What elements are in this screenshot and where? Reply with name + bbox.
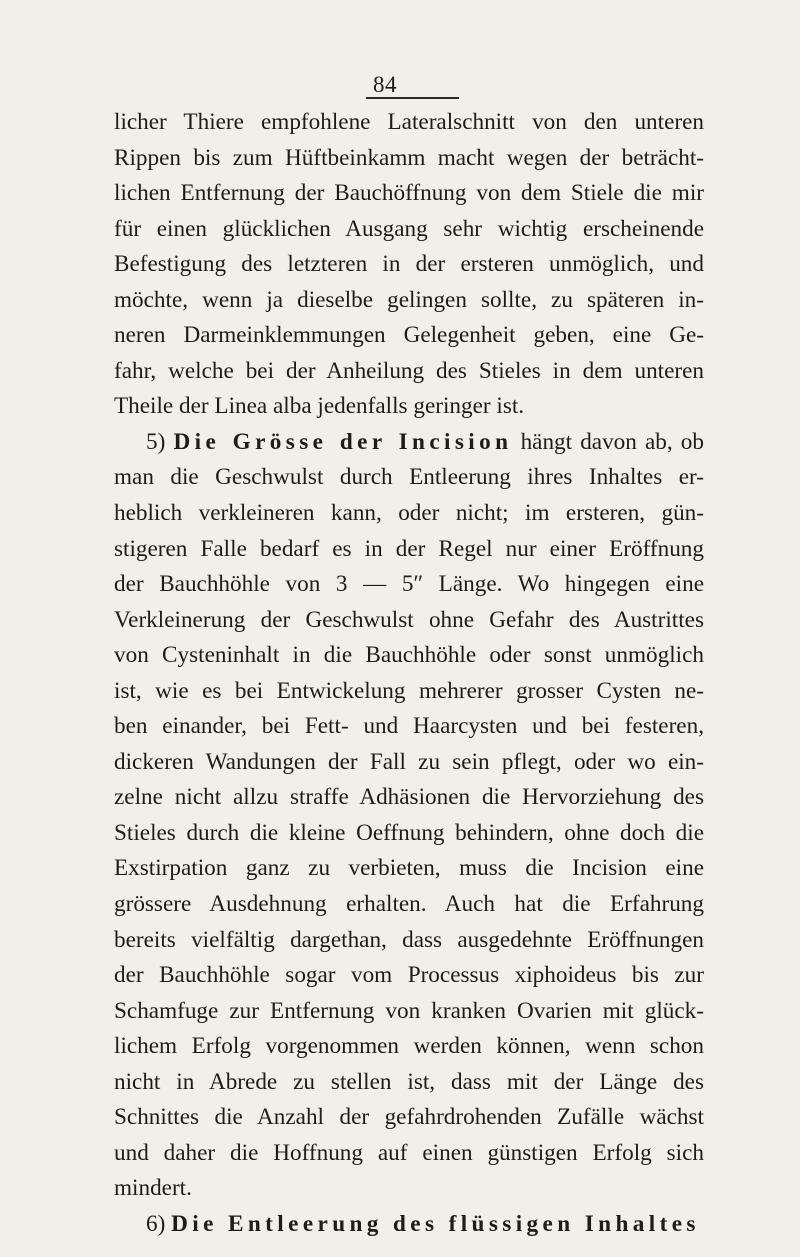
text-line: und daher die Hoffnung auf einen günstigen Erfolg sich <box>114 1139 704 1166</box>
text-line: möchte, wenn ja dieselbe gelingen sollte, zu späteren in- <box>114 286 704 313</box>
text-line: von Cysteninhalt in die Bauchhöhle oder sonst unmöglich <box>114 642 704 669</box>
text-line: licher Thiere empfohlene Lateralschnitt von den unteren <box>114 109 704 135</box>
text-line: man die Geschwulst durch Entleerung ihres Inhaltes er- <box>114 464 704 491</box>
section-6-first-line <box>114 1207 704 1243</box>
text-line: fahr, welche bei der Anheilung des Stieles in dem unteren <box>114 357 704 384</box>
text-line: grössere Ausdehnung erhalten. Auch hat die Erfahrung <box>114 891 704 918</box>
text-line: Schamfuge zur Entfernung von kranken Ovarien mit glück- <box>114 997 704 1024</box>
section-5-heading: Die Grösse der Incision <box>173 428 513 455</box>
body-text <box>114 105 704 1243</box>
text-line: lichen Entfernung der Bauchöffnung von dem Stiele die mir <box>114 180 704 207</box>
page-number: 84 <box>373 72 397 97</box>
text-line: lichem Erfolg vorgenommen werden können, wenn schon <box>114 1033 704 1060</box>
text-line: für einen glücklichen Ausgang sehr wichtig erscheinende <box>114 215 704 242</box>
text-line: Stieles durch die kleine Oeffnung behindern, ohne doch die <box>114 819 704 846</box>
section-5-first-line-rest: hängt davon ab, ob <box>520 428 704 455</box>
section-6-heading: Die Entleerung des flüssigen Inhaltes <box>171 1210 700 1237</box>
text-line: der Bauchhöhle von 3 — 5″ Länge. Wo hingegen eine <box>114 571 704 598</box>
text-line: Theile der Linea alba jedenfalls geringer ist. <box>114 393 525 420</box>
section-5-first-line <box>114 425 704 461</box>
text-line: Verkleinerung der Geschwulst ohne Gefahr des Austrittes <box>114 606 704 633</box>
section-5-number: 5) <box>146 428 166 455</box>
text-line: neren Darmeinklemmungen Gelegenheit geben, eine Ge- <box>114 322 704 349</box>
text-line: ben einander, bei Fett- und Haarcysten und bei festeren, <box>114 713 704 740</box>
text-line: Befestigung des letzteren in der ersteren unmöglich, und <box>114 251 704 278</box>
section-6-number: 6) <box>146 1210 166 1237</box>
text-line: dickeren Wandungen der Fall zu sein pflegt, oder wo ein- <box>114 748 704 775</box>
text-line: stigeren Falle bedarf es in der Regel nur einer Eröffnung <box>114 535 704 562</box>
text-line: der Bauchhöhle sogar vom Processus xiphoideus bis zur <box>114 962 704 989</box>
text-line: bereits vielfältig dargethan, dass ausgedehnte Eröffnungen <box>114 926 704 953</box>
text-line: ist, wie es bei Entwickelung mehrerer grosser Cysten ne- <box>114 677 704 704</box>
text-line: nicht in Abrede zu stellen ist, dass mit der Länge des <box>114 1068 704 1095</box>
text-line: zelne nicht allzu straffe Adhäsionen die Hervorziehung des <box>114 784 704 811</box>
text-line: heblich verkleineren kann, oder nicht; im ersteren, gün- <box>114 500 704 527</box>
text-line: Exstirpation ganz zu verbieten, muss die Incision eine <box>114 855 704 882</box>
text-line: Schnittes die Anzahl der gefahrdrohenden Zufälle wächst <box>114 1104 704 1131</box>
text-line: Rippen bis zum Hüftbeinkamm macht wegen der beträcht- <box>114 144 704 171</box>
page-number-underline <box>366 97 459 99</box>
text-line: mindert. <box>114 1175 192 1202</box>
